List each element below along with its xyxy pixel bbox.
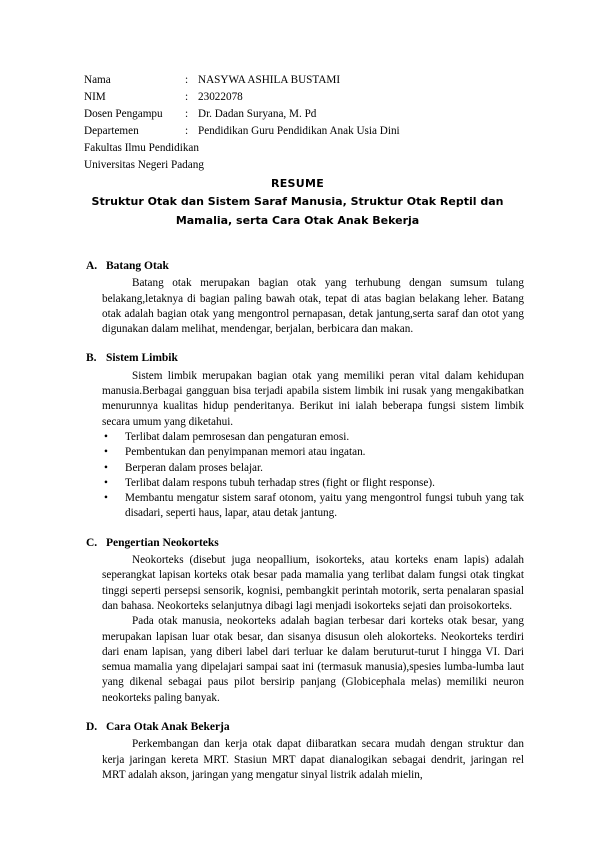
university-name: Universitas Negeri Padang <box>84 159 204 171</box>
paragraph: Neokorteks (disebut juga neopallium, isokorteks, atau korteks enam lapis) adalah seperangkat lapisan korteks otak besar pada mamalia yang terlibat dalam fungsi otak tingkat tinggi seperti persepsi sensorik, kognisi, pembangkit perintah motorik, serta penalaran spasial dan bahasa. Neokorteks selanjutnya dibagi lagi menjadi isokorteks sejati dan proisokorteks. <box>102 554 524 612</box>
section-heading <box>84 536 524 551</box>
info-colon: : <box>185 125 189 137</box>
info-colon: : <box>185 108 189 120</box>
bullet-icon: • <box>104 492 108 505</box>
paragraph: Sistem limbik merupakan bagian otak yang memiliki peran vital dalam kehidupan manusia.Berbagai gangguan bisa terjadi apabila sistem limbik ini rusak yang mengakibatkan menurunnya kualitas hidup penderitanya. Berikut ini ialah beberapa fungsi sistem limbik secara umum yang diketahui. <box>102 369 524 428</box>
section-title: Sistem Limbik <box>106 352 178 365</box>
student-info <box>84 72 524 174</box>
document-title <box>70 176 525 230</box>
list-item-text: Berperan dalam proses belajar. <box>125 461 263 474</box>
subtitle-line: Mamalia, serta Cara Otak Anak Bekerja <box>175 213 420 227</box>
list-item-text: Membantu mengatur sistem saraf otonom, yaitu yang mengontrol fungsi tubuh yang tak disadari, seperti haus, lapar, atau detak jantung. <box>125 492 524 520</box>
section-batang-otak <box>84 259 524 337</box>
section-body <box>84 737 524 783</box>
info-colon: : <box>185 74 189 86</box>
list-item <box>102 430 524 445</box>
subtitle-line: Struktur Otak dan Sistem Saraf Manusia, Struktur Otak Reptil dan <box>91 195 504 208</box>
section-letter: A. <box>86 260 98 272</box>
section-letter: C. <box>86 536 98 549</box>
info-value: NASYWA ASHILA BUSTAMI <box>198 74 341 86</box>
section-heading <box>84 259 524 274</box>
list-item <box>102 491 524 522</box>
section-body <box>84 276 524 337</box>
info-colon: : <box>185 91 189 103</box>
paragraph: Perkembangan dan kerja otak dapat diibaratkan secara mudah dengan struktur dan kerja jaringan kereta MRT. Stasiun MRT dapat dianalogikan sebagai dendrit, jaringan rel MRT adalah akson, jaringan yang mengatur sinyal listrik adalah mielin, <box>102 738 524 781</box>
section-title: Cara Otak Anak Bekerja <box>106 721 230 734</box>
bullet-icon: • <box>104 461 108 474</box>
resume-subtitle <box>70 193 525 230</box>
info-row-name <box>84 72 524 89</box>
bullet-icon: • <box>104 446 108 459</box>
bullet-list <box>102 430 524 522</box>
info-value: Pendidikan Guru Pendidikan Anak Usia Dini <box>198 125 400 137</box>
section-sistem-limbik <box>84 351 524 521</box>
section-letter: D. <box>86 721 98 734</box>
document-content <box>84 259 524 797</box>
info-row-lecturer <box>84 106 524 123</box>
section-heading <box>84 720 524 735</box>
info-label: Departemen <box>84 125 139 137</box>
resume-heading: RESUME <box>270 177 325 190</box>
bullet-icon: • <box>104 476 108 489</box>
section-title: Batang Otak <box>106 260 169 272</box>
info-value: 23022078 <box>198 91 243 103</box>
faculty-name: Fakultas Ilmu Pendidikan <box>84 142 199 154</box>
info-label: NIM <box>84 91 106 103</box>
list-item-text: Terlibat dalam pemrosesan dan pengaturan emosi. <box>125 430 350 443</box>
list-item <box>102 476 524 491</box>
list-item-text: Terlibat dalam respons tubuh terhadap stres (fight or flight response). <box>125 476 435 489</box>
section-cara-otak-anak <box>84 720 524 783</box>
section-body <box>84 553 524 706</box>
section-title: Pengertian Neokorteks <box>106 536 219 549</box>
section-neokorteks <box>84 536 524 706</box>
info-value: Dr. Dadan Suryana, M. Pd <box>198 108 317 120</box>
section-body <box>84 369 524 522</box>
section-heading <box>84 351 524 366</box>
info-label: Dosen Pengampu <box>84 108 163 120</box>
info-row-department <box>84 123 524 140</box>
paragraph: Batang otak merupakan bagian otak yang terhubung dengan sumsum tulang belakang,letaknya di bagian paling bawah otak, tepat di atas bagian belakang leher. Batang otak adalah bagian otak yang mengontrol pernapasan, detak jantung,serta saraf dan otot yang digunakan dalam melihat, mendengar, berjalan, berbicara dan makan. <box>102 277 524 336</box>
list-item <box>102 445 524 460</box>
bullet-icon: • <box>104 430 108 443</box>
list-item-text: Pembentukan dan penyimpanan memori atau ingatan. <box>125 446 366 459</box>
info-row-nim <box>84 89 524 106</box>
section-letter: B. <box>86 352 97 365</box>
paragraph: Pada otak manusia, neokorteks adalah bagian terbesar dari korteks otak besar, yang merupakan lapisan luar otak besar, dan sisanya disusun oleh alokorteks. Neokorteks terdiri dari enam lapisan, yang diberi label dari terluar ke dalam beruturut-turut I hingga VI. Dari semua mamalia yang dipelajari sampai saat ini (termasuk manusia),spesies lumba-lumba laut yang dikenal sebagai paus pilot bersirip panjang (Globicephala melas) memiliki neuron neokorteks paling banyak. <box>102 615 524 704</box>
list-item <box>102 461 524 476</box>
info-label: Nama <box>84 74 111 86</box>
